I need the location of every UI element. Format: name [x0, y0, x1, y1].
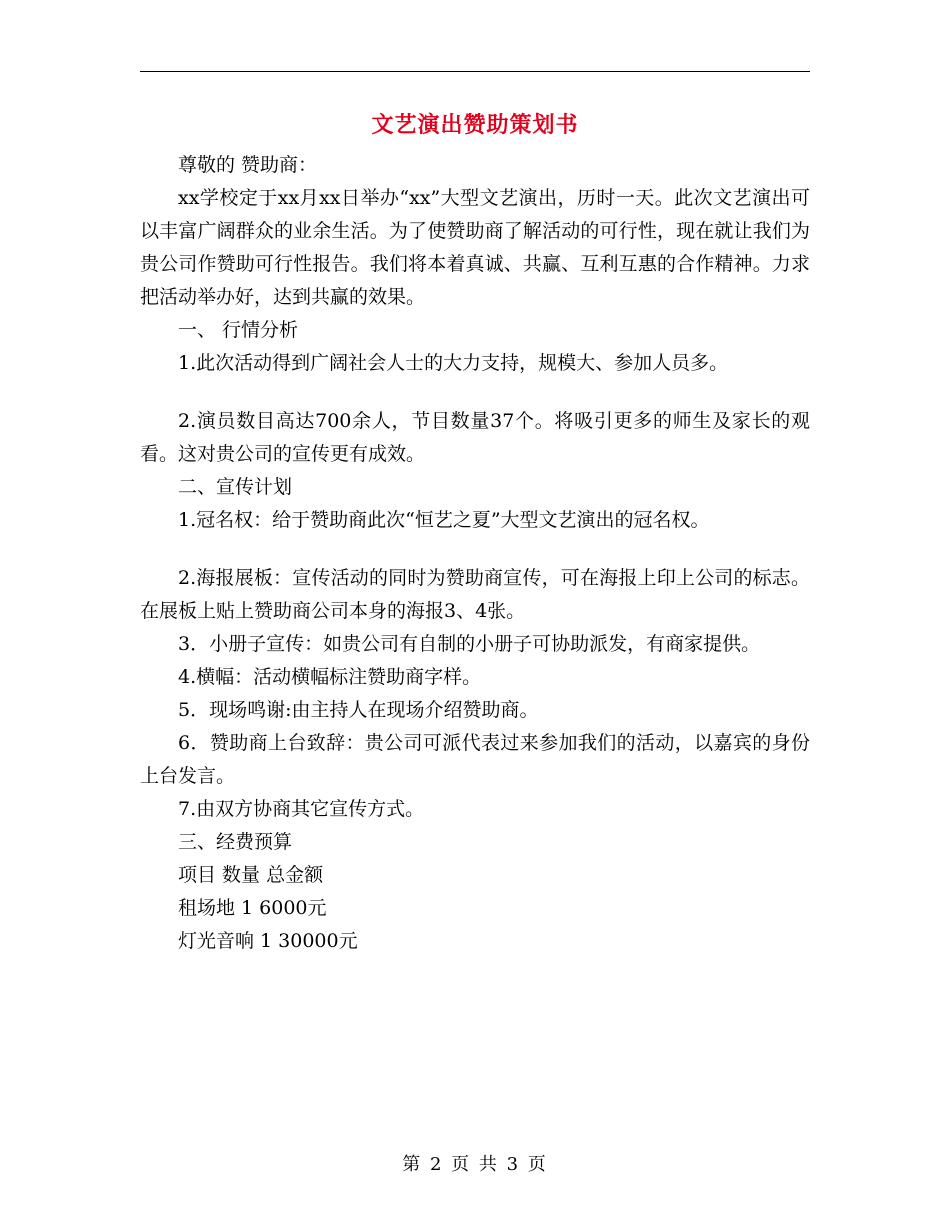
header-rule	[140, 71, 810, 72]
list-item: 4.横幅：活动横幅标注赞助商字样。	[178, 666, 482, 688]
section-heading-market-analysis: 一、 行情分析	[178, 319, 299, 341]
document-body	[140, 149, 810, 958]
list-item: 6．赞助商上台致辞：贵公司可派代表过来参加我们的活动，以嘉宾的身份上台发言。	[140, 732, 810, 787]
list-item: 5．现场鸣谢:由主持人在现场介绍赞助商。	[178, 699, 539, 721]
paragraph-gap	[140, 380, 810, 405]
salutation: 尊敬的 赞助商：	[178, 154, 318, 176]
budget-header-row: 项目 数量 总金额	[178, 864, 324, 886]
list-item: 2.演员数目高达700余人，节目数量37个。将吸引更多的师生及家长的观看。这对贵公司的宣传更有成效。	[140, 410, 810, 465]
page-number: 第 2 页 共 3 页	[402, 1154, 548, 1175]
list-item: 7.由双方协商其它宣传方式。	[178, 798, 425, 820]
list-item: 3．小册子宣传：如贵公司有自制的小册子可协助派发，有商家提供。	[178, 633, 761, 655]
section-heading-promotion-plan: 二、宣传计划	[178, 476, 293, 498]
budget-row: 灯光音响 1 30000元	[178, 930, 358, 952]
list-item: 1.冠名权：给于赞助商此次“恒艺之夏”大型文艺演出的冠名权。	[178, 509, 710, 531]
list-item: 2.海报展板：宣传活动的同时为赞助商宣传，可在海报上印上公司的标志。在展板上贴上赞助商公司本身的海报3、4张。	[140, 567, 810, 622]
section-heading-budget: 三、经费预算	[178, 831, 293, 853]
budget-row: 租场地 1 6000元	[178, 897, 327, 919]
document-title: 文艺演出赞助策划书	[371, 112, 579, 138]
list-item: 1.此次活动得到广阔社会人士的大力支持，规模大、参加人员多。	[178, 352, 729, 374]
paragraph-gap	[140, 537, 810, 562]
intro-paragraph: xx学校定于xx月xx日举办“xx”大型文艺演出，历时一天。此次文艺演出可以丰富广阔群众的业余生活。为了使赞助商了解活动的可行性，现在就让我们为贵公司作赞助可行性报告。我们将本着真诚、共赢、互利互惠的合作精神。力求把活动举办好，达到共赢的效果。	[140, 187, 810, 308]
